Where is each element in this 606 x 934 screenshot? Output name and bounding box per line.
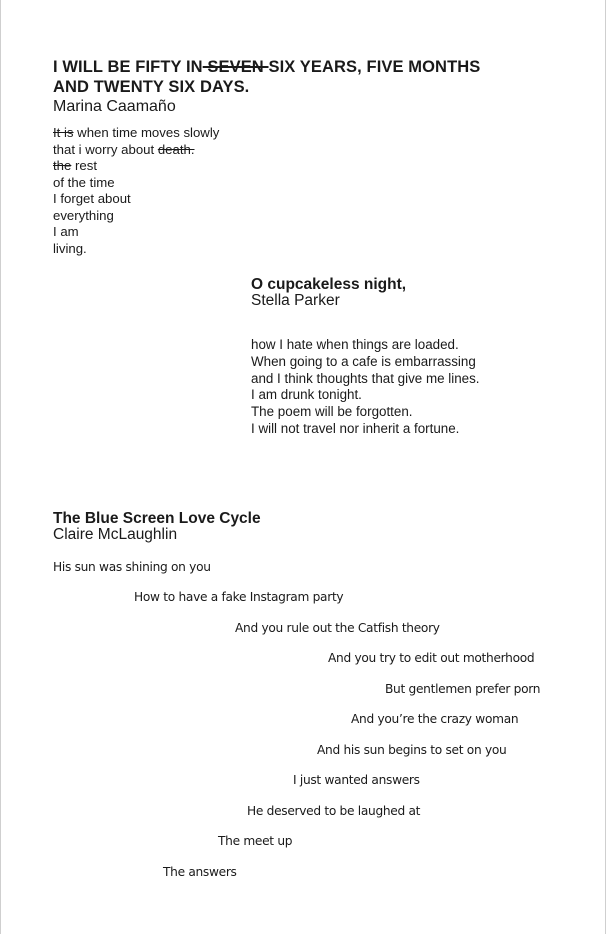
poem-1-line — [53, 142, 219, 159]
poem-1-line — [53, 158, 219, 175]
struck-text: death. — [157, 141, 195, 157]
poem-1-line: I am — [53, 224, 79, 239]
poem-3-author: Claire McLaughlin — [53, 526, 178, 543]
poem-3-line: His sun was shining on you — [53, 560, 211, 574]
poem-1-title-part: AND TWENTY SIX DAYS. — [53, 78, 250, 96]
poem-1-line: living. — [53, 240, 87, 256]
poem-2-line: I will not travel nor inherit a fortune. — [251, 420, 460, 436]
poem-2-line: The poem will be forgotten. — [251, 404, 413, 420]
poem-3-line: And you try to edit out motherhood — [328, 651, 535, 665]
poem-1-line: I forget about — [53, 191, 131, 206]
poem-1-title-struck-word: SEVEN — [202, 58, 269, 76]
poem-2-author: Stella Parker — [251, 292, 340, 309]
poem-3-line: The answers — [163, 865, 237, 879]
poem-3-line: And you’re the crazy woman — [351, 712, 519, 726]
poem-2-title: O cupcakeless night, — [251, 276, 407, 293]
poem-2-body — [251, 337, 480, 438]
struck-text: the — [53, 158, 72, 173]
poem-1-line: of the time — [53, 174, 115, 190]
poem-1-title — [53, 57, 523, 97]
poem-3-line: The meet up — [218, 834, 293, 848]
poem-3-line: And his sun begins to set on you — [317, 743, 507, 757]
poem-3-title: The Blue Screen Love Cycle — [53, 510, 261, 527]
poem-1-line: everything — [53, 207, 114, 223]
poem-3-line: I just wanted answers — [293, 773, 420, 787]
line-text: when time moves slowly — [73, 125, 220, 140]
line-text: rest — [71, 158, 97, 173]
poem-1-title-part: I WILL BE FIFTY IN — [53, 58, 203, 76]
poem-3-line: But gentlemen prefer porn — [385, 682, 541, 696]
poem-1-body — [53, 125, 219, 257]
poem-2-line: When going to a cafe is embarrassing — [251, 353, 476, 369]
poem-3-line: And you rule out the Catfish theory — [235, 621, 440, 635]
struck-text: It is — [53, 125, 74, 140]
poem-1-line — [53, 125, 219, 142]
poem-2-line: how I hate when things are loaded. — [251, 337, 459, 352]
poem-1-title-part: SIX YEARS, FIVE MONTHS — [268, 58, 481, 76]
poem-1-author: Marina Caamaño — [53, 98, 176, 115]
poem-3-line: He deserved to be laughed at — [247, 804, 421, 818]
line-text: that i worry about — [53, 141, 158, 157]
poem-2-line: and I think thoughts that give me lines. — [251, 370, 480, 386]
poem-2-line: I am drunk tonight. — [251, 387, 362, 403]
poem-3-line: How to have a fake Instagram party — [134, 590, 344, 604]
